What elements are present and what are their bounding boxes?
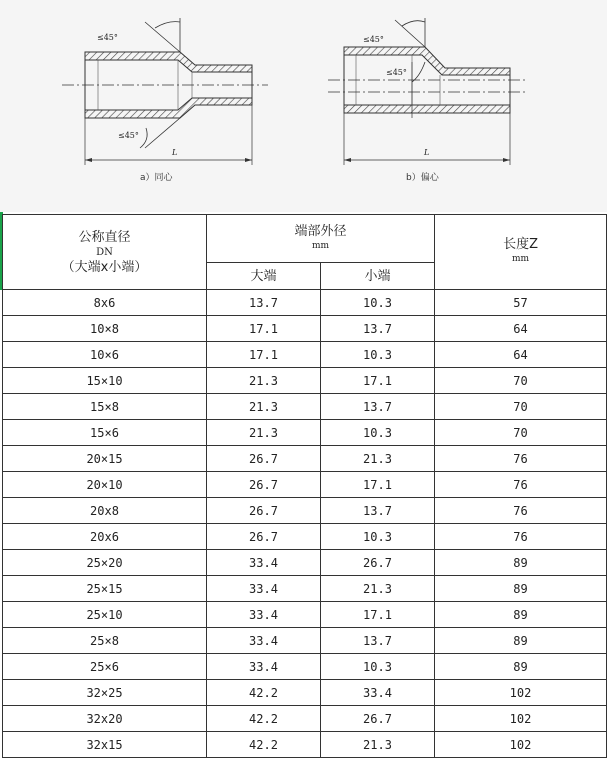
cell-dn: 15×6 <box>3 420 207 446</box>
cell-length: 89 <box>435 654 607 680</box>
cell-big-end: 42.2 <box>207 732 321 758</box>
cell-length: 76 <box>435 524 607 550</box>
cell-dn: 10×6 <box>3 342 207 368</box>
cell-dn: 15×10 <box>3 368 207 394</box>
left-caption: a）同心 <box>140 173 173 183</box>
cell-length: 70 <box>435 368 607 394</box>
cell-big-end: 33.4 <box>207 602 321 628</box>
table-row <box>3 550 607 576</box>
header-small-end: 小端 <box>321 263 435 290</box>
cell-small-end: 13.7 <box>321 316 435 342</box>
reducer-dimension-table <box>2 214 607 758</box>
reducer-figure <box>0 0 607 212</box>
cell-big-end: 26.7 <box>207 498 321 524</box>
right-angle-mid-label: ≤45° <box>386 68 407 77</box>
table-row <box>3 498 607 524</box>
cell-dn: 8x6 <box>3 290 207 316</box>
cell-big-end: 42.2 <box>207 680 321 706</box>
cell-small-end: 21.3 <box>321 576 435 602</box>
cell-length: 64 <box>435 316 607 342</box>
cell-small-end: 21.3 <box>321 446 435 472</box>
cell-big-end: 21.3 <box>207 394 321 420</box>
cell-small-end: 26.7 <box>321 706 435 732</box>
cell-small-end: 13.7 <box>321 628 435 654</box>
cell-big-end: 26.7 <box>207 524 321 550</box>
cell-dn: 15×8 <box>3 394 207 420</box>
cell-small-end: 21.3 <box>321 732 435 758</box>
cell-dn: 25×10 <box>3 602 207 628</box>
cell-dn: 25×15 <box>3 576 207 602</box>
cell-length: 57 <box>435 290 607 316</box>
reducer-drawings <box>0 0 607 212</box>
table-row <box>3 290 607 316</box>
cell-dn: 20x6 <box>3 524 207 550</box>
cell-dn: 32x20 <box>3 706 207 732</box>
table-row <box>3 316 607 342</box>
cell-small-end: 10.3 <box>321 342 435 368</box>
cell-big-end: 26.7 <box>207 472 321 498</box>
cell-big-end: 26.7 <box>207 446 321 472</box>
right-caption: b）偏心 <box>406 173 439 183</box>
cell-big-end: 33.4 <box>207 628 321 654</box>
cell-dn: 25×20 <box>3 550 207 576</box>
cell-length: 89 <box>435 576 607 602</box>
table-row <box>3 342 607 368</box>
table-row <box>3 446 607 472</box>
header-nominal-diameter: 公称直径 DN （大端x小端） <box>3 215 207 290</box>
cell-big-end: 17.1 <box>207 342 321 368</box>
table-row <box>3 680 607 706</box>
eccentric-reducer-drawing <box>328 18 525 183</box>
header-length-z: 长度Z mm <box>435 215 607 290</box>
right-angle-top-label: ≤45° <box>363 35 384 44</box>
left-angle-bottom-label: ≤45° <box>118 131 139 140</box>
table-body <box>3 290 607 758</box>
cell-dn: 20×10 <box>3 472 207 498</box>
cell-length: 76 <box>435 472 607 498</box>
cell-length: 76 <box>435 446 607 472</box>
cell-small-end: 17.1 <box>321 472 435 498</box>
cell-small-end: 26.7 <box>321 550 435 576</box>
header-end-outer-diameter: 端部外径 mm <box>207 215 435 263</box>
cell-length: 70 <box>435 420 607 446</box>
left-length-label: L <box>172 148 178 157</box>
table-row <box>3 394 607 420</box>
cell-small-end: 13.7 <box>321 394 435 420</box>
cell-length: 89 <box>435 550 607 576</box>
cell-length: 102 <box>435 732 607 758</box>
cell-big-end: 21.3 <box>207 368 321 394</box>
cell-dn: 32×25 <box>3 680 207 706</box>
table-row <box>3 602 607 628</box>
cell-small-end: 33.4 <box>321 680 435 706</box>
cell-big-end: 17.1 <box>207 316 321 342</box>
cell-small-end: 10.3 <box>321 420 435 446</box>
table-row <box>3 654 607 680</box>
cell-big-end: 42.2 <box>207 706 321 732</box>
cell-length: 89 <box>435 628 607 654</box>
cell-length: 89 <box>435 602 607 628</box>
cell-big-end: 13.7 <box>207 290 321 316</box>
cell-big-end: 33.4 <box>207 654 321 680</box>
cell-dn: 25×8 <box>3 628 207 654</box>
table-row <box>3 628 607 654</box>
header-big-end: 大端 <box>207 263 321 290</box>
cell-small-end: 10.3 <box>321 654 435 680</box>
cell-dn: 25×6 <box>3 654 207 680</box>
cell-length: 102 <box>435 680 607 706</box>
cell-small-end: 10.3 <box>321 290 435 316</box>
cell-big-end: 33.4 <box>207 576 321 602</box>
cell-dn: 20x8 <box>3 498 207 524</box>
table-row <box>3 420 607 446</box>
table-row <box>3 368 607 394</box>
right-length-label: L <box>424 148 430 157</box>
table-row <box>3 472 607 498</box>
table-row <box>3 732 607 758</box>
concentric-reducer-drawing <box>62 18 268 183</box>
cell-small-end: 13.7 <box>321 498 435 524</box>
cell-length: 64 <box>435 342 607 368</box>
cell-big-end: 21.3 <box>207 420 321 446</box>
cell-dn: 32x15 <box>3 732 207 758</box>
cell-small-end: 10.3 <box>321 524 435 550</box>
cell-small-end: 17.1 <box>321 602 435 628</box>
cell-small-end: 17.1 <box>321 368 435 394</box>
cell-dn: 20×15 <box>3 446 207 472</box>
cell-length: 76 <box>435 498 607 524</box>
cell-dn: 10×8 <box>3 316 207 342</box>
table-row <box>3 576 607 602</box>
left-angle-top-label: ≤45° <box>97 33 118 42</box>
cell-big-end: 33.4 <box>207 550 321 576</box>
cell-length: 102 <box>435 706 607 732</box>
cell-length: 70 <box>435 394 607 420</box>
table-row <box>3 706 607 732</box>
table-row <box>3 524 607 550</box>
